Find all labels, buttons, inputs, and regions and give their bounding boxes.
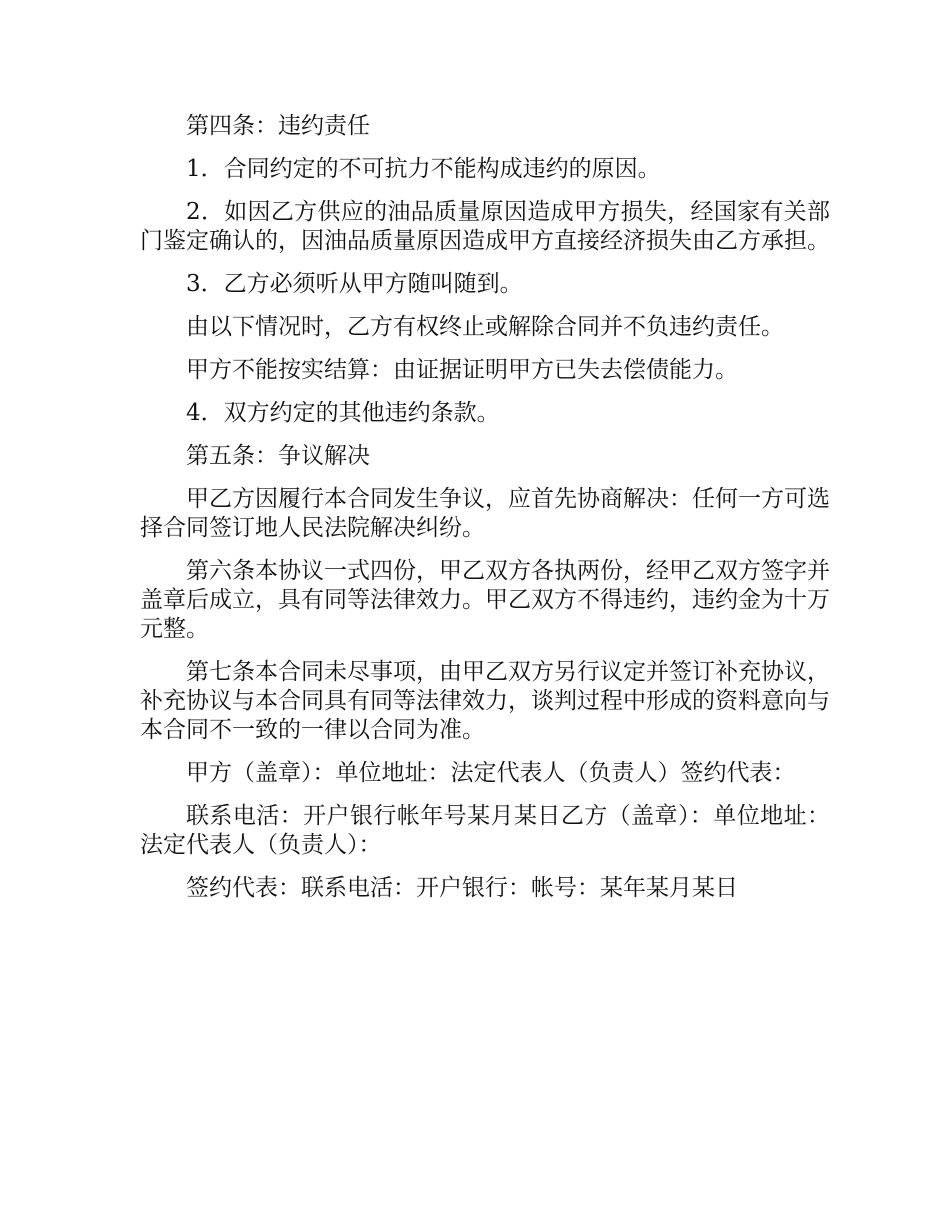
article-5-heading: 第五条：争议解决 [186, 443, 370, 469]
party-b-signature-block: 签约代表：联系电活：开户银行：帐号：某年某月某日 [186, 875, 738, 901]
document-body [140, 112, 830, 917]
article-7-text: 第七条本合同未尽事项，由甲乙双方另行议定并签订补充协议，补充协议与本合同具有同等法律效力，谈判过程中形成的资料意向与本合同不一致的一律以合同为准。 [140, 659, 830, 743]
article-4-clause-1: 1．合同约定的不可抗力不能构成违约的原因。 [186, 156, 661, 182]
party-a-signature-block: 甲方（盖章）：单位地址：法定代表人（负责人）签约代表： [186, 760, 796, 786]
article-6-text: 第六条本协议一式四份，甲乙双方各执两份，经甲乙双方签字并盖章后成立，具有同等法律效力。甲乙双方不得违约，违约金为十万元整。 [140, 558, 830, 642]
article-4-clause-2: 2．如因乙方供应的油品质量原因造成甲方损失，经国家有关部门鉴定确认的，因油品质量原因造成甲方直接经济损失由乙方承担。 [140, 199, 830, 254]
dispute-resolution-text: 甲乙方因履行本合同发生争议，应首先协商解决：任何一方可选择合同签订地人民法院解决纠纷。 [140, 486, 830, 541]
settlement-condition: 甲方不能按实结算：由证据证明甲方已失去偿债能力。 [186, 357, 738, 383]
contact-and-party-b-block: 联系电活：开户银行帐年号某月某日乙方（盖章）：单位地址：法定代表人（负责人）： [140, 803, 830, 858]
article-4-clause-4: 4．双方约定的其他违约条款。 [186, 400, 500, 426]
article-4-clause-3: 3．乙方必须听从甲方随叫随到。 [186, 271, 523, 297]
article-4-heading: 第四条：违约责任 [186, 113, 370, 139]
termination-condition: 由以下情况时，乙方有权终止或解除合同并不负违约责任。 [186, 314, 784, 340]
